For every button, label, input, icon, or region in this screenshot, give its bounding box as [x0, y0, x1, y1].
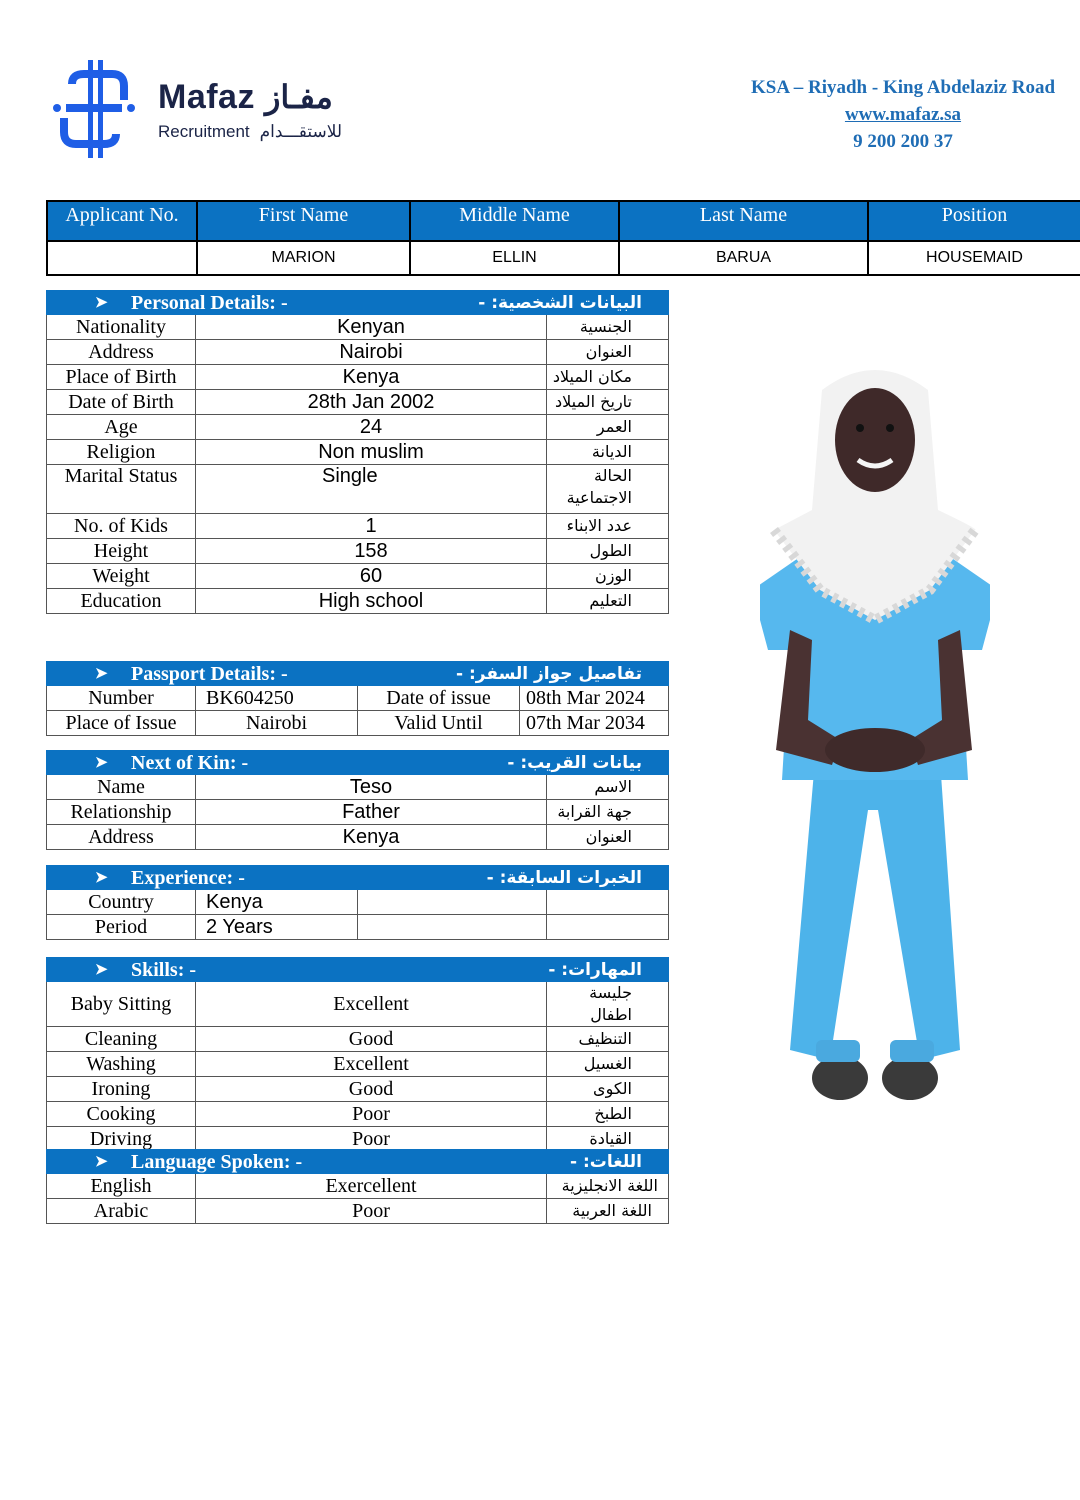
applicant-photo: [760, 360, 990, 1120]
row-label: Arabic: [47, 1199, 196, 1224]
row-label-ar: العمر: [547, 415, 669, 440]
row-label: Cleaning: [47, 1027, 196, 1052]
section-header: [47, 866, 669, 890]
header-middle-name: Middle Name: [410, 201, 619, 241]
row-label-ar: الغسيل: [547, 1052, 669, 1077]
empty-cell: [547, 915, 669, 940]
row-label-ar: تاريخ الميلاد: [547, 390, 669, 415]
row-value: 2 Years: [196, 915, 358, 940]
contact-phone: 9 200 200 37: [853, 131, 953, 152]
middle-name-value: ELLIN: [410, 241, 619, 275]
row-label-ar: العنوان: [547, 340, 669, 365]
row-value: Excellent: [196, 1052, 547, 1077]
row-value: 60: [196, 564, 547, 589]
row-label: Washing: [47, 1052, 196, 1077]
section-title: Experience: -: [131, 866, 245, 889]
section-title-ar: الخبرات السابقة: -: [486, 867, 642, 888]
row-value: Poor: [196, 1102, 547, 1127]
row-label-ar: التنظيف: [547, 1027, 669, 1052]
empty-cell: [358, 890, 547, 915]
arrow-bullet-icon: ➤: [95, 1153, 108, 1170]
row-label-ar: الكوى: [547, 1077, 669, 1102]
first-name-value: MARION: [197, 241, 410, 275]
row-label-ar: جليسة اطفال: [547, 982, 669, 1027]
row-label: Place of Birth: [47, 365, 196, 390]
row-label-ar: اللغة الانجليزية: [547, 1174, 669, 1199]
row-value: Kenya: [196, 890, 358, 915]
row-value: Kenya: [196, 825, 547, 850]
section-title-ar: تفاصيل جواز السفر: -: [456, 663, 642, 684]
arrow-bullet-icon: ➤: [95, 754, 108, 771]
row-label: Address: [47, 340, 196, 365]
row-value: Teso: [196, 775, 547, 800]
row-value: Exercellent: [196, 1174, 547, 1199]
row-label-ar: الديانة: [547, 440, 669, 465]
next-of-kin-table: [46, 750, 669, 850]
row-value: Good: [196, 1077, 547, 1102]
contact-address: KSA – Riyadh - King Abdelaziz Road: [750, 77, 1056, 98]
header-last-name: Last Name: [619, 201, 868, 241]
row-value: High school: [196, 589, 547, 614]
row-label: Baby Sitting: [47, 982, 196, 1027]
issue-date-label: Date of issue: [358, 686, 520, 711]
applicant-no-value: [47, 241, 197, 275]
row-label: Marital Status: [47, 465, 196, 514]
valid-until-label: Valid Until: [358, 711, 520, 736]
section-title-ar: المهارات: -: [548, 959, 642, 980]
row-label: Height: [47, 539, 196, 564]
row-value: Poor: [196, 1199, 547, 1224]
row-value: Single: [196, 465, 547, 514]
row-label: Address: [47, 825, 196, 850]
section-header: [47, 662, 669, 686]
row-label: Driving: [47, 1127, 196, 1152]
languages-table: [46, 1149, 669, 1224]
row-label-ar: الوزن: [547, 564, 669, 589]
row-value: 24: [196, 415, 547, 440]
row-label-ar: القيادة: [547, 1127, 669, 1152]
mafaz-logo-icon: [52, 60, 136, 158]
row-label-ar: عدد الابناء: [547, 514, 669, 539]
section-header: [47, 751, 669, 775]
empty-cell: [547, 890, 669, 915]
place-of-issue-label: Place of Issue: [47, 711, 196, 736]
row-label-ar: الطول: [547, 539, 669, 564]
valid-until-value: 07th Mar 2034: [520, 711, 669, 736]
row-label: No. of Kids: [47, 514, 196, 539]
last-name-value: BARUA: [619, 241, 868, 275]
row-label: Cooking: [47, 1102, 196, 1127]
header-position: Position: [868, 201, 1080, 241]
skills-table: [46, 957, 669, 1152]
row-label-ar: مكان الميلاد: [547, 365, 669, 390]
arrow-bullet-icon: ➤: [95, 294, 108, 311]
row-value: 158: [196, 539, 547, 564]
row-value: Father: [196, 800, 547, 825]
row-value: Non muslim: [196, 440, 547, 465]
row-label: Weight: [47, 564, 196, 589]
company-logo: [52, 60, 352, 160]
section-title: Skills: -: [131, 958, 197, 981]
section-title: Next of Kin: -: [131, 751, 249, 774]
header-first-name: First Name: [197, 201, 410, 241]
row-label: Nationality: [47, 315, 196, 340]
row-label: Education: [47, 589, 196, 614]
logo-wordmark: Mafaz مفـاز: [158, 78, 333, 116]
section-header: [47, 1150, 669, 1174]
row-label-ar: الحالة الاجتماعية: [547, 465, 669, 514]
arrow-bullet-icon: ➤: [95, 961, 108, 978]
personal-details-table: [46, 290, 669, 614]
experience-table: [46, 865, 669, 940]
row-value: Poor: [196, 1127, 547, 1152]
section-title-ar: بيانات القريب: -: [507, 752, 642, 773]
row-label: Relationship: [47, 800, 196, 825]
arrow-bullet-icon: ➤: [95, 869, 108, 886]
position-value: HOUSEMAID: [868, 241, 1080, 275]
row-label-ar: العنوان: [547, 825, 669, 850]
row-label-ar: الطبخ: [547, 1102, 669, 1127]
place-of-issue-value: Nairobi: [196, 711, 358, 736]
section-title: Personal Details: -: [131, 291, 288, 314]
row-label-ar: الجنسية: [547, 315, 669, 340]
website-link[interactable]: www.mafaz.sa: [844, 104, 962, 125]
passport-number-value: BK604250: [196, 686, 358, 711]
header-applicant-no: Applicant No.: [47, 201, 197, 241]
row-label: Name: [47, 775, 196, 800]
row-value: Excellent: [196, 982, 547, 1027]
row-label-ar: الاسم: [547, 775, 669, 800]
contact-block: [740, 74, 1066, 155]
row-label: English: [47, 1174, 196, 1199]
row-label: Date of Birth: [47, 390, 196, 415]
row-label: Period: [47, 915, 196, 940]
row-value: Kenya: [196, 365, 547, 390]
row-label: Country: [47, 890, 196, 915]
logo-subtitle: Recruitment للاستقـــدام: [158, 122, 343, 141]
row-label: Religion: [47, 440, 196, 465]
row-value: 28th Jan 2002: [196, 390, 547, 415]
section-title: Passport Details: -: [131, 662, 288, 685]
row-value: 1: [196, 514, 547, 539]
section-title-ar: البيانات الشخصية: -: [478, 292, 642, 313]
row-label-ar: اللغة العربية: [547, 1199, 669, 1224]
row-label: Ironing: [47, 1077, 196, 1102]
row-value: Kenyan: [196, 315, 547, 340]
section-title: Language Spoken: -: [131, 1150, 303, 1173]
row-label-ar: التعليم: [547, 589, 669, 614]
section-header: [47, 958, 669, 982]
empty-cell: [358, 915, 547, 940]
applicant-table: [46, 200, 1080, 276]
section-title-ar: اللغات: -: [570, 1151, 642, 1172]
row-label: Age: [47, 415, 196, 440]
row-value: Good: [196, 1027, 547, 1052]
passport-number-label: Number: [47, 686, 196, 711]
passport-details-table: [46, 661, 669, 736]
arrow-bullet-icon: ➤: [95, 665, 108, 682]
row-value: Nairobi: [196, 340, 547, 365]
issue-date-value: 08th Mar 2024: [520, 686, 669, 711]
section-header: [47, 291, 669, 315]
row-label-ar: جهة القرابة: [547, 800, 669, 825]
